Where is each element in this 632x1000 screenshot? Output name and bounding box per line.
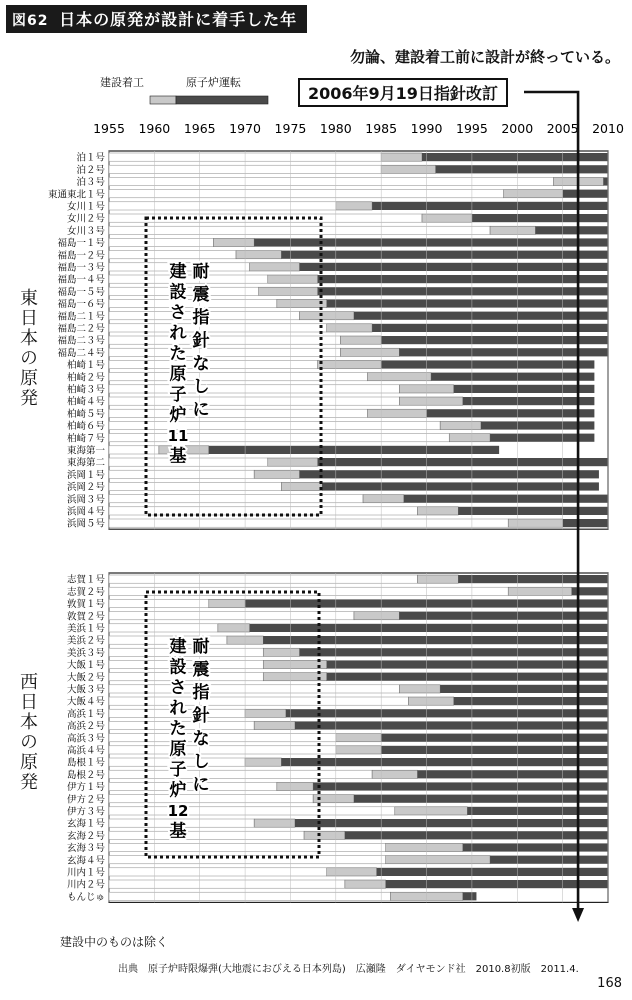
east-row-23-design-bar: [109, 421, 440, 429]
west-row-18-construction-bar: [277, 782, 313, 790]
east-row-29-label: 浜岡３号: [66, 494, 105, 506]
west-row-7-operation-bar: [300, 648, 608, 656]
east-box-text-right-char-6: し: [192, 377, 210, 397]
west-row-15-construction-bar: [336, 746, 381, 754]
west-row-25-operation-bar: [377, 868, 608, 876]
east-row-6-construction-bar: [422, 214, 472, 222]
east-box-text-left-char-1: 建: [169, 262, 187, 282]
west-row-10-label: 大飯３号: [66, 684, 105, 696]
east-row-15-operation-bar: [372, 324, 608, 332]
east-row-31-operation-bar: [563, 519, 608, 527]
east-row-27-label: 浜岡１号: [66, 469, 105, 481]
east-row-26-operation-bar: [318, 458, 608, 466]
west-row-5-operation-bar: [250, 624, 608, 632]
east-row-2-label: 泊２号: [76, 164, 105, 176]
east-box-text-left-char-8: 炉: [169, 405, 187, 426]
east-row-8-label: 福島一１号: [57, 238, 105, 250]
east-row-15-construction-bar: [327, 324, 372, 332]
east-row-28-label: 浜岡２号: [66, 482, 105, 494]
east-row-10-operation-bar: [300, 263, 608, 271]
west-box-text-right-char-1: 耐: [192, 637, 210, 657]
east-row-30-construction-bar: [417, 507, 458, 515]
east-box-text-right-char-7: に: [192, 400, 210, 420]
west-row-22-operation-bar: [345, 831, 608, 839]
east-box-text-left-char-9: 11: [167, 427, 189, 445]
west-row-25-construction-bar: [327, 868, 377, 876]
east-row-14-operation-bar: [354, 312, 608, 320]
west-row-3-design-bar: [109, 599, 209, 607]
east-row-2-operation-bar: [436, 165, 608, 173]
east-row-4-label: 東通東北１号: [47, 189, 105, 201]
west-row-25-design-bar: [109, 868, 327, 876]
west-row-15-label: 高浜４号: [66, 745, 105, 757]
east-row-8-construction-bar: [213, 238, 254, 246]
east-row-28-construction-bar: [281, 482, 322, 490]
east-row-5-operation-bar: [372, 202, 608, 210]
west-row-10-design-bar: [109, 685, 399, 693]
east-row-10-construction-bar: [250, 263, 300, 271]
west-row-20-label: 伊方３号: [66, 806, 105, 818]
west-row-10-operation-bar: [440, 685, 608, 693]
west-row-22-design-bar: [109, 831, 304, 839]
east-row-19-operation-bar: [431, 373, 594, 381]
west-box-text-left-char-7: 子: [169, 760, 187, 780]
east-row-22-design-bar: [109, 409, 368, 417]
east-row-17-operation-bar: [399, 348, 608, 356]
west-row-20-construction-bar: [395, 807, 468, 815]
west-row-24-operation-bar: [490, 856, 608, 864]
east-row-13-construction-bar: [277, 299, 327, 307]
east-row-3-operation-bar: [603, 177, 608, 185]
west-row-3-construction-bar: [209, 599, 245, 607]
east-row-19-design-bar: [109, 373, 368, 381]
east-row-22-construction-bar: [368, 409, 427, 417]
x-tick-label-1980: 1980: [319, 121, 352, 136]
east-row-26-design-bar: [109, 458, 268, 466]
west-row-11-design-bar: [109, 697, 408, 705]
west-box-text-right-char-2: 震: [192, 660, 210, 680]
west-row-10-construction-bar: [399, 685, 440, 693]
east-row-15-label: 福島二２号: [57, 323, 105, 335]
east-box-text-right-char-2: 震: [192, 285, 210, 305]
east-row-26-construction-bar: [268, 458, 318, 466]
west-row-20-design-bar: [109, 807, 395, 815]
east-row-29-construction-bar: [363, 495, 404, 503]
west-row-2-label: 志賀２号: [66, 586, 105, 598]
east-row-12-construction-bar: [259, 287, 318, 295]
x-tick-label-2005: 2005: [546, 121, 579, 136]
west-row-9-label: 大飯２号: [66, 672, 105, 684]
west-row-8-operation-bar: [327, 660, 608, 668]
east-row-21-label: 柏崎４号: [66, 396, 105, 408]
east-box-text-left-char-7: 子: [169, 385, 187, 405]
west-box-text-right-char-5: な: [192, 729, 210, 749]
west-row-16-operation-bar: [281, 758, 608, 766]
west-row-21-operation-bar: [295, 819, 608, 827]
west-row-12-operation-bar: [286, 709, 608, 717]
west-box-text-left-char-8: 炉: [169, 780, 187, 801]
west-box-text-right-char-3: 指: [192, 683, 210, 703]
west-row-3-label: 敦賀１号: [66, 599, 105, 611]
west-row-7-construction-bar: [263, 648, 299, 656]
west-row-26-label: 川内２号: [66, 879, 105, 891]
east-row-9-operation-bar: [281, 251, 608, 259]
east-row-16-operation-bar: [381, 336, 608, 344]
west-row-19-label: 伊方２号: [66, 794, 105, 806]
east-row-14-construction-bar: [300, 312, 354, 320]
east-row-4-operation-bar: [563, 190, 608, 198]
west-row-14-label: 高浜３号: [66, 733, 105, 745]
x-tick-label-1955: 1955: [93, 121, 125, 136]
east-row-31-construction-bar: [508, 519, 562, 527]
figure-title: 日本の原発が設計に着手した年: [59, 10, 298, 29]
east-row-27-construction-bar: [254, 470, 299, 478]
east-box-text-right-char-5: な: [192, 354, 210, 374]
east-box-text-left-char-3: さ: [169, 303, 187, 323]
east-row-5-design-bar: [109, 202, 336, 210]
west-box-text-left-char-10: 基: [169, 821, 187, 842]
west-row-11-operation-bar: [454, 697, 608, 705]
east-row-9-construction-bar: [236, 251, 281, 259]
west-row-20-operation-bar: [467, 807, 608, 815]
east-row-12-label: 福島一５号: [57, 286, 105, 298]
west-row-19-operation-bar: [354, 795, 608, 803]
east-row-11-design-bar: [109, 275, 268, 283]
east-row-7-label: 女川３号: [66, 225, 105, 237]
east-row-18-label: 柏崎１号: [66, 360, 105, 372]
west-row-14-design-bar: [109, 734, 336, 742]
x-tick-label-1990: 1990: [410, 121, 443, 136]
x-tick-label-2010: 2010: [592, 121, 624, 136]
west-row-15-operation-bar: [381, 746, 608, 754]
west-row-26-operation-bar: [386, 880, 608, 888]
west-row-22-construction-bar: [304, 831, 345, 839]
east-row-4-design-bar: [109, 190, 504, 198]
east-row-24-label: 柏崎７号: [66, 433, 105, 445]
west-row-1-construction-bar: [417, 575, 458, 583]
west-row-16-label: 島根１号: [66, 757, 105, 769]
legend-construction-swatch: [150, 96, 176, 104]
west-row-2-construction-bar: [508, 587, 572, 595]
legend-operation-label: 原子炉運転: [186, 76, 241, 89]
east-row-25-label: 東海第一: [66, 445, 105, 457]
east-row-7-operation-bar: [535, 226, 608, 234]
west-row-9-construction-bar: [263, 673, 327, 681]
east-row-17-design-bar: [109, 348, 340, 356]
guideline-arrow-head: [572, 908, 584, 922]
east-row-3-label: 泊３号: [76, 177, 105, 189]
east-row-18-design-bar: [109, 360, 318, 368]
guideline-revision-box: 2006年9月19日指針改訂: [298, 78, 508, 107]
west-row-24-construction-bar: [386, 856, 490, 864]
west-section-title: 西日本の原発: [17, 672, 38, 792]
east-row-24-construction-bar: [449, 434, 490, 442]
east-row-6-label: 女川２号: [66, 213, 105, 225]
west-row-9-operation-bar: [327, 673, 608, 681]
east-row-11-operation-bar: [318, 275, 608, 283]
west-row-26-design-bar: [109, 880, 345, 888]
west-row-23-design-bar: [109, 843, 386, 851]
figure-number: 図62: [12, 13, 49, 29]
x-tick-label-2000: 2000: [501, 121, 534, 136]
east-row-27-design-bar: [109, 470, 254, 478]
east-row-11-label: 福島一４号: [57, 274, 105, 286]
west-row-17-operation-bar: [417, 770, 608, 778]
east-row-1-construction-bar: [381, 153, 422, 161]
east-row-30-operation-bar: [458, 507, 608, 515]
west-box-text-left-char-4: れ: [169, 698, 187, 719]
west-row-26-construction-bar: [345, 880, 386, 888]
east-row-23-construction-bar: [440, 421, 481, 429]
east-box-text-left-char-2: 設: [169, 282, 187, 303]
west-box-text-right-char-6: し: [192, 752, 210, 772]
east-row-25-design-bar: [109, 446, 159, 454]
footnote: 建設中のものは除く: [60, 935, 169, 949]
west-row-6-operation-bar: [263, 636, 608, 644]
west-row-12-label: 高浜１号: [66, 708, 105, 720]
west-row-13-operation-bar: [295, 721, 608, 729]
west-row-17-design-bar: [109, 770, 372, 778]
west-row-1-label: 志賀１号: [66, 574, 105, 586]
east-row-15-design-bar: [109, 324, 327, 332]
west-row-14-construction-bar: [336, 734, 381, 742]
west-row-27-design-bar: [109, 892, 390, 900]
west-row-11-construction-bar: [408, 697, 453, 705]
west-row-5-label: 美浜１号: [66, 623, 105, 635]
west-row-16-construction-bar: [245, 758, 281, 766]
west-row-12-construction-bar: [245, 709, 286, 717]
east-box-text-left-char-5: た: [169, 344, 187, 364]
x-tick-label-1960: 1960: [138, 121, 171, 136]
west-row-6-label: 美浜２号: [66, 635, 105, 647]
east-row-27-operation-bar: [300, 470, 599, 478]
east-row-22-label: 柏崎５号: [66, 408, 105, 420]
east-row-6-design-bar: [109, 214, 422, 222]
west-row-21-construction-bar: [254, 819, 295, 827]
page-number: 168: [597, 976, 622, 991]
east-row-20-operation-bar: [454, 385, 595, 393]
east-row-20-label: 柏崎３号: [66, 384, 105, 396]
east-row-1-label: 泊１号: [76, 152, 105, 164]
west-row-21-label: 玄海１号: [66, 818, 105, 830]
east-row-19-label: 柏崎２号: [66, 372, 105, 384]
west-row-5-design-bar: [109, 624, 218, 632]
east-row-18-construction-bar: [318, 360, 382, 368]
source-citation: 出典 原子炉時限爆弾(大地震におびえる日本列島) 広瀬隆 ダイヤモンド社 2010.8初版 2011.4.: [118, 964, 579, 975]
east-row-26-label: 東海第二: [66, 457, 105, 469]
east-row-21-operation-bar: [463, 397, 595, 405]
west-box-text-left-char-1: 建: [169, 637, 187, 657]
east-row-30-label: 浜岡４号: [66, 506, 105, 518]
east-row-17-label: 福島二４号: [57, 347, 105, 359]
west-row-1-operation-bar: [458, 575, 608, 583]
west-row-13-construction-bar: [254, 721, 295, 729]
west-row-23-label: 玄海３号: [66, 843, 105, 855]
west-row-15-design-bar: [109, 746, 336, 754]
west-row-19-design-bar: [109, 795, 313, 803]
west-row-8-label: 大飯１号: [66, 660, 105, 672]
east-section-title: 東日本の原発: [17, 288, 38, 408]
west-row-11-label: 大飯４号: [66, 696, 105, 708]
east-row-28-operation-bar: [322, 482, 599, 490]
east-box-text-right-char-3: 指: [192, 308, 210, 328]
west-row-25-label: 川内１号: [66, 867, 105, 879]
x-tick-label-1985: 1985: [365, 121, 398, 136]
east-row-22-operation-bar: [427, 409, 595, 417]
legend-operation-swatch: [176, 96, 268, 104]
east-box-text-left-char-10: 基: [169, 446, 187, 467]
east-row-16-label: 福島二３号: [57, 335, 105, 347]
east-box-text-right-char-1: 耐: [192, 262, 210, 282]
east-row-21-design-bar: [109, 397, 399, 405]
west-row-8-construction-bar: [263, 660, 327, 668]
east-row-14-label: 福島二１号: [57, 311, 105, 323]
west-row-23-operation-bar: [463, 843, 608, 851]
east-row-8-design-bar: [109, 238, 213, 246]
x-tick-label-1975: 1975: [274, 121, 307, 136]
west-row-7-label: 美浜３号: [66, 647, 105, 659]
east-row-28-design-bar: [109, 482, 281, 490]
east-box-text-right-char-4: 針: [192, 331, 210, 351]
west-row-4-label: 敦賀２号: [66, 611, 105, 623]
east-row-21-construction-bar: [399, 397, 463, 405]
west-box-text-left-char-9: 12: [167, 802, 189, 820]
west-box-text-left-char-5: た: [169, 719, 187, 739]
east-row-20-design-bar: [109, 385, 399, 393]
east-row-9-label: 福島一２号: [57, 250, 105, 262]
east-row-6-operation-bar: [472, 214, 608, 222]
east-row-5-label: 女川１号: [66, 201, 105, 213]
east-row-2-construction-bar: [381, 165, 435, 173]
east-row-8-operation-bar: [254, 238, 608, 246]
west-row-22-label: 玄海２号: [66, 830, 105, 842]
west-row-23-construction-bar: [386, 843, 463, 851]
west-row-17-label: 島根２号: [66, 769, 105, 781]
east-row-31-label: 浜岡５号: [66, 518, 105, 530]
west-row-27-operation-bar: [463, 892, 477, 900]
west-row-4-construction-bar: [354, 612, 399, 620]
east-row-16-construction-bar: [340, 336, 381, 344]
east-row-7-construction-bar: [490, 226, 535, 234]
west-row-13-label: 高浜２号: [66, 721, 105, 733]
east-row-17-construction-bar: [340, 348, 399, 356]
west-row-14-operation-bar: [381, 734, 608, 742]
east-row-31-design-bar: [109, 519, 508, 527]
west-row-27-label: もんじゅ: [66, 891, 105, 903]
west-row-18-operation-bar: [313, 782, 608, 790]
east-row-23-label: 柏崎６号: [66, 421, 105, 433]
east-row-25-operation-bar: [209, 446, 499, 454]
east-box-text-left-char-6: 原: [169, 364, 187, 385]
west-box-text-left-char-2: 設: [169, 657, 187, 678]
east-row-19-construction-bar: [368, 373, 432, 381]
subtitle: 勿論、建設着工前に設計が終っている。: [349, 48, 620, 66]
west-box-text-right-char-4: 針: [192, 706, 210, 726]
east-row-9-design-bar: [109, 251, 236, 259]
east-row-13-label: 福島一６号: [57, 299, 105, 311]
east-row-13-operation-bar: [327, 299, 608, 307]
x-tick-label-1995: 1995: [456, 121, 488, 136]
west-box-text-right-char-7: に: [192, 775, 210, 795]
west-row-18-label: 伊方１号: [66, 782, 105, 794]
east-box-text-left-char-4: れ: [169, 323, 187, 344]
west-box-text-left-char-6: 原: [169, 739, 187, 760]
east-row-4-construction-bar: [504, 190, 563, 198]
east-row-10-label: 福島一３号: [57, 262, 105, 274]
x-tick-label-1970: 1970: [229, 121, 261, 136]
east-row-24-design-bar: [109, 434, 449, 442]
east-row-7-design-bar: [109, 226, 490, 234]
legend-construction-label: 建設着工: [100, 76, 144, 89]
west-row-4-operation-bar: [399, 612, 608, 620]
x-tick-label-1965: 1965: [183, 121, 216, 136]
east-row-11-construction-bar: [268, 275, 318, 283]
west-row-17-construction-bar: [372, 770, 417, 778]
east-row-5-construction-bar: [336, 202, 372, 210]
west-row-1-design-bar: [109, 575, 417, 583]
east-row-1-operation-bar: [422, 153, 608, 161]
west-row-24-label: 玄海４号: [66, 855, 105, 867]
east-row-12-operation-bar: [318, 287, 608, 295]
west-box-text-left-char-3: さ: [169, 678, 187, 698]
east-row-3-design-bar: [109, 177, 554, 185]
east-row-16-design-bar: [109, 336, 340, 344]
